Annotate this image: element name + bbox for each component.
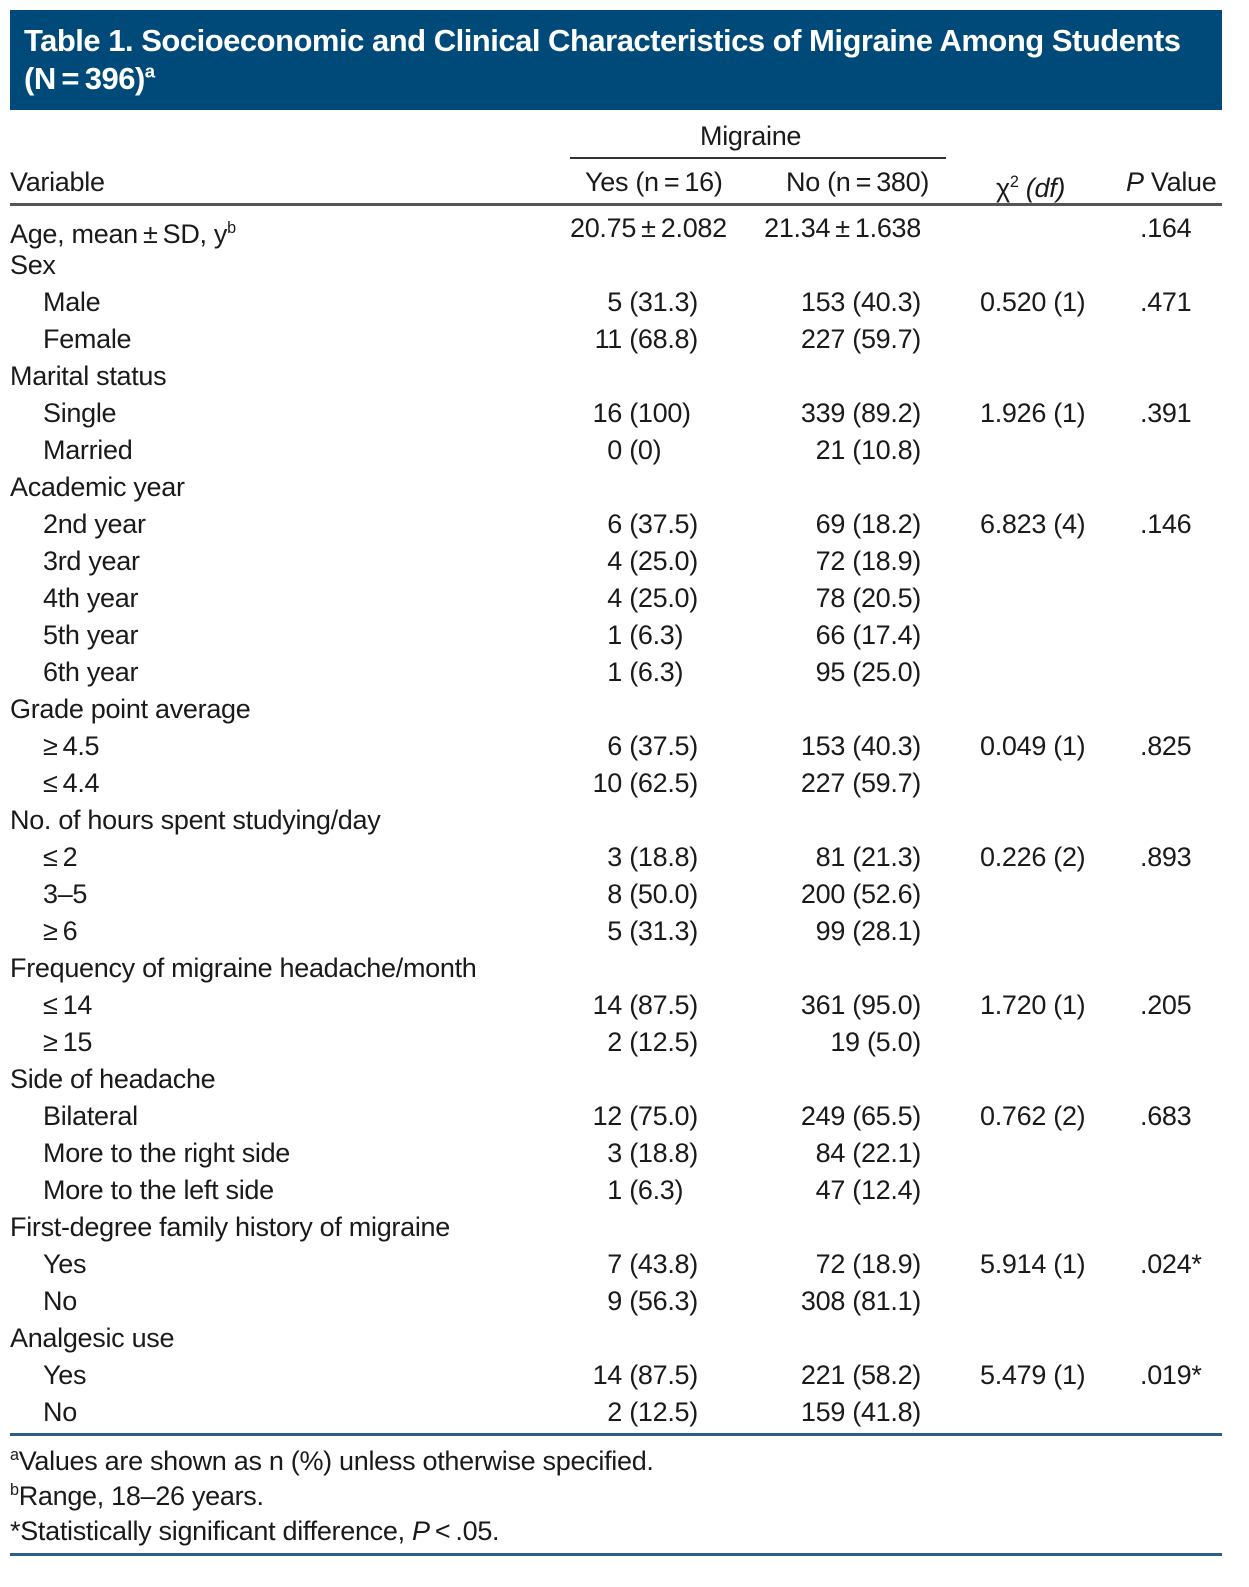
cell-migraine-yes [560,432,750,469]
cell-migraine-yes [560,913,750,950]
p-letter: P [1126,167,1144,197]
cell-migraine-yes [560,1357,750,1394]
cell-migraine-no: 153 (40.3) [800,287,921,317]
row-label-text: Bilateral [43,1101,138,1131]
cell-migraine-no: 339 (89.2) [800,398,921,428]
cell-chi-square: 0.049 (1) [980,731,1086,761]
cell-percent: (75.0) [622,1101,698,1131]
cell-count: 4 [607,583,622,613]
spanner-rule [570,157,946,159]
row-label [43,506,146,543]
cell-migraine-no: 19 (5.0) [830,1027,921,1057]
cell-migraine-yes [560,1394,750,1431]
cell-migraine-yes [560,765,750,802]
row-label-text: Yes [43,1360,87,1390]
table-row [0,1209,1249,1246]
cell-migraine-yes [560,728,750,765]
row-label-text: Female [43,324,132,354]
row-label [10,247,56,284]
row-footnote-mark: b [227,219,236,237]
cell-percent: (31.3) [622,916,698,946]
cell-count: 10 [592,768,622,798]
table-row [0,506,1249,543]
table-row [0,543,1249,580]
cell-chi-square: 0.520 (1) [980,287,1086,317]
row-label-text: Age, mean ± SD, y [10,219,228,249]
row-label-text: No. of hours spent studying/day [10,805,381,835]
cell-migraine-yes [560,839,750,876]
chi-superscript: 2 [1009,173,1019,191]
cell-p-value: .683 [1140,1101,1192,1131]
cell-percent: (12.5) [622,1397,698,1427]
cell-count: 1 [607,657,622,687]
cell-p-value: .893 [1140,842,1192,872]
cell-count: 14 [592,990,622,1020]
cell-migraine-no: 69 (18.2) [815,509,921,539]
cell-count: 7 [607,1249,622,1279]
cell-percent: (56.3) [622,1286,698,1316]
column-spanner-migraine: Migraine [700,121,802,151]
cell-p-value: .471 [1140,287,1192,317]
cell-migraine-no: 95 (25.0) [815,657,921,687]
cell-count: 12 [592,1101,622,1131]
table-row [0,1246,1249,1283]
cell-migraine-no: 21.34 ± 1.638 [764,213,921,243]
column-header-chi-square [996,164,1065,207]
row-label-text: More to the right side [43,1138,291,1168]
title-footnote-mark: a [144,60,155,82]
cell-migraine-no: 21 (10.8) [815,435,921,465]
row-label [10,950,477,987]
table-row [0,876,1249,913]
cell-migraine-no: 308 (81.1) [800,1286,921,1316]
table-row [0,1024,1249,1061]
cell-count: 4 [607,546,622,576]
cell-p-value: .146 [1140,509,1192,539]
row-label [10,1320,174,1357]
row-label-text: 3–5 [43,879,88,909]
cell-p-value: .164 [1140,213,1192,243]
row-label [43,839,77,876]
cell-migraine-no: 227 (59.7) [800,768,921,798]
table-row [0,802,1249,839]
row-label-text: 3rd year [43,546,140,576]
cell-migraine-yes [560,321,750,358]
cell-percent: (6.3) [622,657,684,687]
row-label-text: Sex [10,250,56,280]
cell-migraine-yes [560,543,750,580]
cell-migraine-yes [560,580,750,617]
footnote-star-text: *Statistically significant difference, [10,1516,413,1546]
table-row [0,654,1249,691]
row-label-text: Grade point average [10,694,251,724]
cell-count: 5 [607,287,622,317]
row-label-text: Side of headache [10,1064,216,1094]
cell-migraine-yes [560,1172,750,1209]
cell-migraine-no: 84 (22.1) [815,1138,921,1168]
cell-count: 16 [592,398,622,428]
table-row [0,358,1249,395]
cell-percent: (25.0) [622,583,698,613]
cell-migraine-yes [560,1135,750,1172]
cell-percent: (50.0) [622,879,698,909]
cell-percent: (68.8) [622,324,698,354]
row-label [43,617,138,654]
cell-chi-square: 6.823 (4) [980,509,1086,539]
row-label [43,543,140,580]
header-rule [10,203,1222,206]
table-row [0,839,1249,876]
cell-count: 14 [592,1360,622,1390]
column-header-no: No (n = 380) [786,167,930,197]
table-row [0,395,1249,432]
row-label-text: Single [43,398,117,428]
table-row [0,432,1249,469]
cell-chi-square: 0.762 (2) [980,1101,1086,1131]
footnote-b [10,1479,264,1514]
row-label-text: Analgesic use [10,1323,175,1353]
footnote-star-p: P [412,1516,430,1546]
row-label [43,1135,290,1172]
row-label-text: More to the left side [43,1175,274,1205]
cell-count: 8 [607,879,622,909]
cell-migraine-no: 200 (52.6) [800,879,921,909]
row-label-text: ≥ 6 [43,916,78,946]
cell-migraine-no: 99 (28.1) [815,916,921,946]
footnote-bottom-rule [10,1553,1222,1556]
cell-percent: (43.8) [622,1249,698,1279]
footnote-star-rest: < .05. [429,1516,500,1546]
cell-chi-square: 1.926 (1) [980,398,1086,428]
row-label-text: ≥ 15 [43,1027,93,1057]
table-row [0,691,1249,728]
column-header-p-value [1126,164,1216,201]
cell-percent: (0) [622,435,662,465]
row-label [10,469,185,506]
cell-count: 2 [607,1397,622,1427]
row-label [43,1098,138,1135]
cell-count: 5 [607,916,622,946]
cell-count: 0 [607,435,622,465]
cell-percent: (12.5) [622,1027,698,1057]
cell-migraine-yes [560,617,750,654]
table-row [0,580,1249,617]
table-row [0,247,1249,284]
cell-percent: (87.5) [622,990,698,1020]
row-label [43,1024,92,1061]
column-header-variable: Variable [10,167,105,197]
table-row [0,913,1249,950]
cell-migraine-no: 227 (59.7) [800,324,921,354]
cell-percent: (31.3) [622,287,698,317]
cell-migraine-no: 78 (20.5) [815,583,921,613]
cell-migraine-no: 81 (21.3) [815,842,921,872]
cell-migraine-yes [560,1024,750,1061]
cell-p-value: .391 [1140,398,1192,428]
row-label-text: Frequency of migraine headache/month [10,953,477,983]
row-label [43,654,138,691]
cell-migraine-no: 221 (58.2) [800,1360,921,1390]
cell-percent: (18.8) [622,842,698,872]
table-title-text: Table 1. Socioeconomic and Clinical Characteristics of Migraine Among Students (N = 396) [24,23,1181,96]
cell-migraine-no: 72 (18.9) [815,1249,921,1279]
table-row [0,1320,1249,1357]
cell-chi-square: 1.720 (1) [980,990,1086,1020]
row-label [43,580,138,617]
cell-count: 11 [594,324,622,354]
table-row [0,1098,1249,1135]
row-label-text: ≤ 14 [43,990,93,1020]
cell-migraine-yes [560,284,750,321]
cell-migraine-no: 47 (12.4) [815,1175,921,1205]
table-row [0,1394,1249,1431]
row-label-text: No [43,1397,77,1427]
row-label-text: ≤ 4.4 [43,768,100,798]
footnote-star [10,1514,499,1549]
row-label [43,987,92,1024]
cell-chi-square: 5.479 (1) [980,1360,1086,1390]
cell-migraine-yes [560,1098,750,1135]
row-label [43,765,99,802]
cell-count: 3 [607,842,622,872]
row-label [43,321,131,358]
row-label [43,876,87,913]
row-label [10,1061,215,1098]
table-row [0,469,1249,506]
row-label-text: 4th year [43,583,139,613]
cell-percent: (6.3) [622,620,684,650]
table-row [0,950,1249,987]
cell-count: 6 [607,509,622,539]
footnote-a-mark: a [10,1446,19,1464]
cell-migraine-yes [560,506,750,543]
p-value-word: Value [1143,167,1217,197]
footnote-b-mark: b [10,1481,19,1499]
cell-p-value: .205 [1140,990,1192,1020]
row-label [43,1172,274,1209]
cell-p-value: .825 [1140,731,1192,761]
table-row [0,1061,1249,1098]
cell-p-value: .024* [1140,1249,1202,1279]
cell-percent: (62.5) [622,768,698,798]
row-label-text: Marital status [10,361,167,391]
cell-percent: (37.5) [622,509,698,539]
cell-migraine-yes [560,654,750,691]
row-label [10,802,380,839]
row-label-text: 5th year [43,620,139,650]
table-row [0,284,1249,321]
cell-count: 3 [607,1138,622,1168]
table-row [0,321,1249,358]
cell-migraine-yes [560,1283,750,1320]
cell-percent: (6.3) [622,1175,684,1205]
table-title-banner [10,10,1222,110]
table-row [0,728,1249,765]
row-label [43,728,99,765]
row-label [43,1283,77,1320]
cell-percent: (37.5) [622,731,698,761]
table-row [0,617,1249,654]
cell-count: 2 [607,1027,622,1057]
cell-chi-square: 5.914 (1) [980,1249,1086,1279]
cell-count: 1 [607,1175,622,1205]
row-label-text: Male [43,287,101,317]
cell-count: 6 [607,731,622,761]
row-label [43,913,77,950]
chi-df: (df) [1025,173,1066,203]
row-label [43,432,132,469]
cell-migraine-no: 159 (41.8) [800,1397,921,1427]
cell-migraine-yes [560,395,750,432]
footnote-a [10,1444,654,1479]
cell-migraine-yes: 20.75 ± 2.082 [570,213,727,243]
cell-migraine-no: 72 (18.9) [815,546,921,576]
footnote-b-text: Range, 18–26 years. [18,1481,264,1511]
cell-percent: (18.8) [622,1138,698,1168]
chi-symbol: χ [996,173,1010,203]
column-header-yes: Yes (n = 16) [585,167,723,197]
row-label [43,395,116,432]
footnote-a-text: Values are shown as n (%) unless otherwise specified. [18,1446,654,1476]
cell-migraine-no: 249 (65.5) [800,1101,921,1131]
table-row [0,1135,1249,1172]
cell-percent: (87.5) [622,1360,698,1390]
cell-count: 9 [607,1286,622,1316]
cell-migraine-yes [560,1246,750,1283]
table-row [0,987,1249,1024]
table-bottom-rule [10,1433,1222,1436]
row-label [10,1209,450,1246]
row-label-text: 6th year [43,657,139,687]
row-label [10,358,166,395]
table-row [0,765,1249,802]
cell-migraine-no: 153 (40.3) [800,731,921,761]
row-label-text: Yes [43,1249,87,1279]
row-label-text: No [43,1286,77,1316]
cell-chi-square: 0.226 (2) [980,842,1086,872]
cell-migraine-yes [560,876,750,913]
table-title [24,22,1208,98]
cell-percent: (25.0) [622,546,698,576]
row-label [43,1246,86,1283]
table-row [0,1283,1249,1320]
row-label-text: ≤ 2 [43,842,78,872]
row-label [43,1394,77,1431]
cell-percent: (100) [622,398,691,428]
row-label-text: ≥ 4.5 [43,731,100,761]
row-label-text: 2nd year [43,509,146,539]
cell-p-value: .019* [1140,1360,1202,1390]
row-label [10,691,250,728]
row-label-text: First-degree family history of migraine [10,1212,450,1242]
row-label-text: Academic year [10,472,185,502]
cell-migraine-no: 66 (17.4) [815,620,921,650]
table-row [0,210,1249,247]
row-label-text: Married [43,435,133,465]
row-label [43,1357,86,1394]
cell-migraine-yes [560,987,750,1024]
row-label [43,284,100,321]
cell-migraine-no: 361 (95.0) [800,990,921,1020]
table-row [0,1357,1249,1394]
cell-count: 1 [607,620,622,650]
table-row [0,1172,1249,1209]
